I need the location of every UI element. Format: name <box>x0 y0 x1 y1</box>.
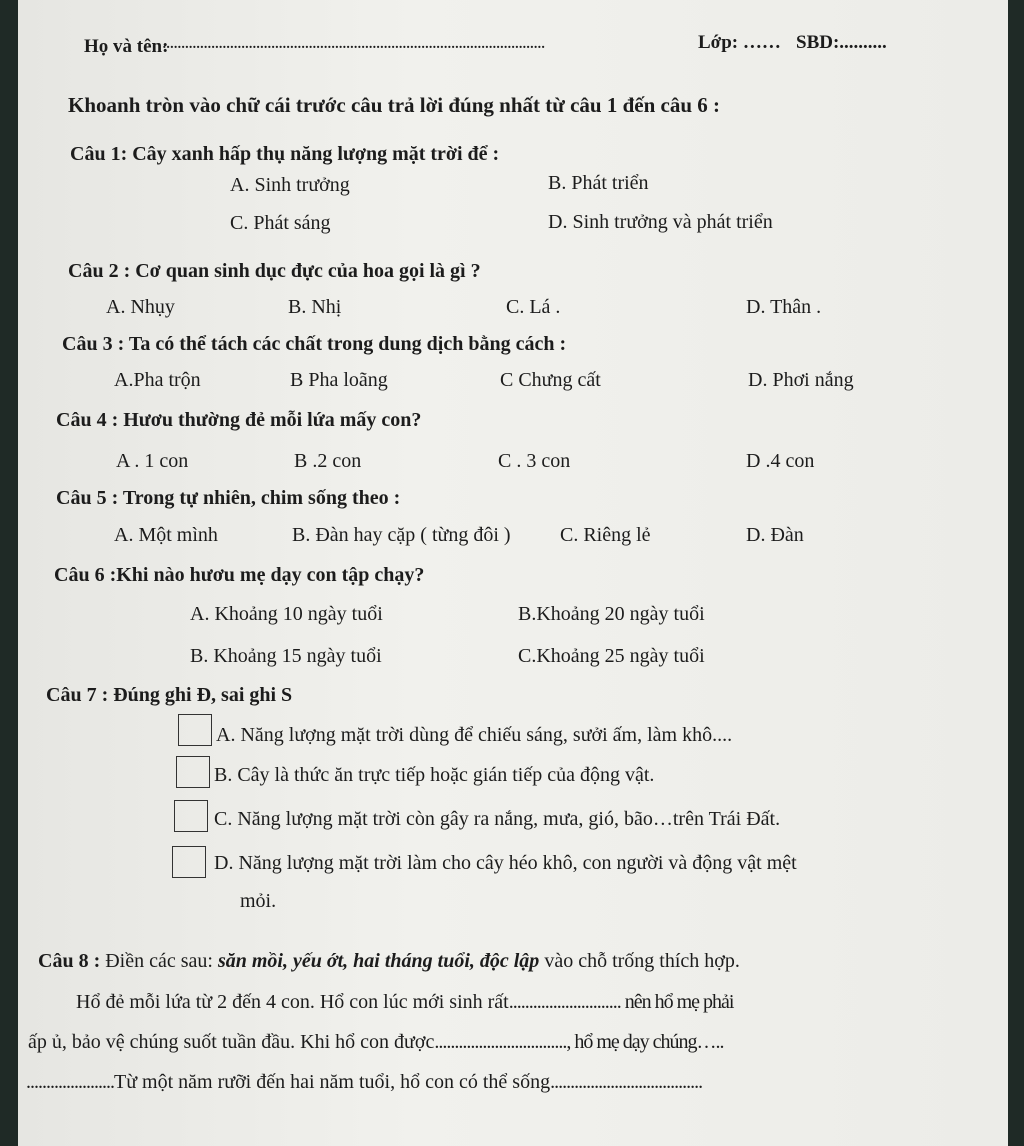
q4-option-a: A . 1 con <box>116 450 189 472</box>
question-1: Câu 1: Cây xanh hấp thụ năng lượng mặt trời để : <box>70 143 500 165</box>
q1-option-a: A. Sinh trưởng <box>230 174 350 196</box>
question-8-intro: Điền các sau: <box>100 950 218 972</box>
class-label: Lớp: …… <box>698 32 781 53</box>
q8-line-1 <box>76 991 733 1014</box>
question-7: Câu 7 : Đúng ghi Đ, sai ghi S <box>46 684 293 706</box>
q8-blank-1: ............................ nên hổ mẹ phải <box>508 991 734 1013</box>
q5-option-a: A. Một mình <box>114 524 218 546</box>
q7-statement-d: D. Năng lượng mặt trời làm cho cây héo khô, con người và động vật mệt <box>214 852 797 874</box>
q7-statement-b: B. Cây là thức ăn trực tiếp hoặc gián tiếp của động vật. <box>214 764 655 786</box>
q8-blank-4: ...................................... <box>550 1071 703 1093</box>
q8-line-2 <box>28 1031 724 1054</box>
q1-option-b: B. Phát triển <box>548 172 649 194</box>
q2-option-c: C. Lá . <box>506 296 561 318</box>
q2-option-a: A. Nhụy <box>106 296 175 318</box>
question-8-tail: vào chỗ trống thích hợp. <box>539 950 740 972</box>
question-8-lead: Câu 8 : <box>38 950 101 972</box>
question-5: Câu 5 : Trong tự nhiên, chim sống theo : <box>56 487 401 509</box>
q2-option-b: B. Nhị <box>288 296 342 318</box>
q4-option-d: D .4 con <box>746 450 815 472</box>
question-8 <box>38 950 740 973</box>
answer-box-d[interactable] <box>172 846 206 878</box>
q3-option-d: D. Phơi nắng <box>748 369 854 391</box>
q2-option-d: D. Thân . <box>746 296 822 318</box>
question-6: Câu 6 :Khi nào hươu mẹ dạy con tập chạy? <box>54 564 425 586</box>
q6-option-a: A. Khoảng 10 ngày tuổi <box>190 603 383 625</box>
q1-option-c: C. Phát sáng <box>230 212 331 234</box>
q3-option-b: B Pha loãng <box>290 369 388 391</box>
q7-statement-d-continued: mỏi. <box>240 890 277 912</box>
q8-blank-2: ................................., hổ mẹ dạy chúng….. <box>434 1031 724 1053</box>
question-3: Câu 3 : Ta có thể tách các chất trong dung dịch bằng cách : <box>62 333 567 355</box>
q5-option-d: D. Đàn <box>746 524 804 546</box>
q5-option-c: C. Riêng lẻ <box>560 524 651 546</box>
answer-box-a[interactable] <box>178 714 212 746</box>
q8-blank-3: ...................... <box>26 1071 114 1093</box>
q4-option-b: B .2 con <box>294 450 362 472</box>
q8-line-3-text: Từ một năm rưỡi đến hai năm tuổi, hổ con có thể sống <box>114 1071 551 1093</box>
answer-box-c[interactable] <box>174 800 208 832</box>
name-label: Họ và tên: <box>84 36 169 57</box>
question-8-words: săn mồi, yếu ớt, hai tháng tuổi, độc lập <box>217 950 540 972</box>
instruction: Khoanh tròn vào chữ cái trước câu trả lời đúng nhất từ câu 1 đến câu 6 : <box>68 93 721 117</box>
q6-option-c: B. Khoảng 15 ngày tuổi <box>190 645 382 667</box>
q4-option-c: C . 3 con <box>498 450 571 472</box>
q7-statement-a: A. Năng lượng mặt trời dùng để chiếu sáng, sưởi ấm, làm khô.... <box>216 724 733 746</box>
q5-option-b: B. Đàn hay cặp ( từng đôi ) <box>292 524 511 546</box>
question-4: Câu 4 : Hươu thường đẻ mỗi lứa mấy con? <box>56 409 422 431</box>
q1-option-d: D. Sinh trưởng và phát triển <box>548 211 773 233</box>
q8-line-1-text: Hổ đẻ mỗi lứa từ 2 đến 4 con. Hổ con lúc mới sinh rất <box>76 991 509 1013</box>
question-2: Câu 2 : Cơ quan sinh dục đực của hoa gọi là gì ? <box>68 260 481 282</box>
sbd-label: SBD:.......... <box>796 32 887 53</box>
q6-option-b: B.Khoảng 20 ngày tuổi <box>518 603 705 625</box>
q8-line-3 <box>26 1071 702 1094</box>
q3-option-a: A.Pha trộn <box>114 369 201 391</box>
name-blank: ...................................................................................................... <box>162 32 545 53</box>
q7-statement-c: C. Năng lượng mặt trời còn gây ra nắng, mưa, gió, bão…trên Trái Đất. <box>214 808 781 830</box>
q6-option-d: C.Khoảng 25 ngày tuổi <box>518 645 705 667</box>
q8-line-2-text: ấp ủ, bảo vệ chúng suốt tuần đầu. Khi hổ con được <box>28 1031 435 1053</box>
answer-box-b[interactable] <box>176 756 210 788</box>
q3-option-c: C Chưng cất <box>500 369 601 391</box>
